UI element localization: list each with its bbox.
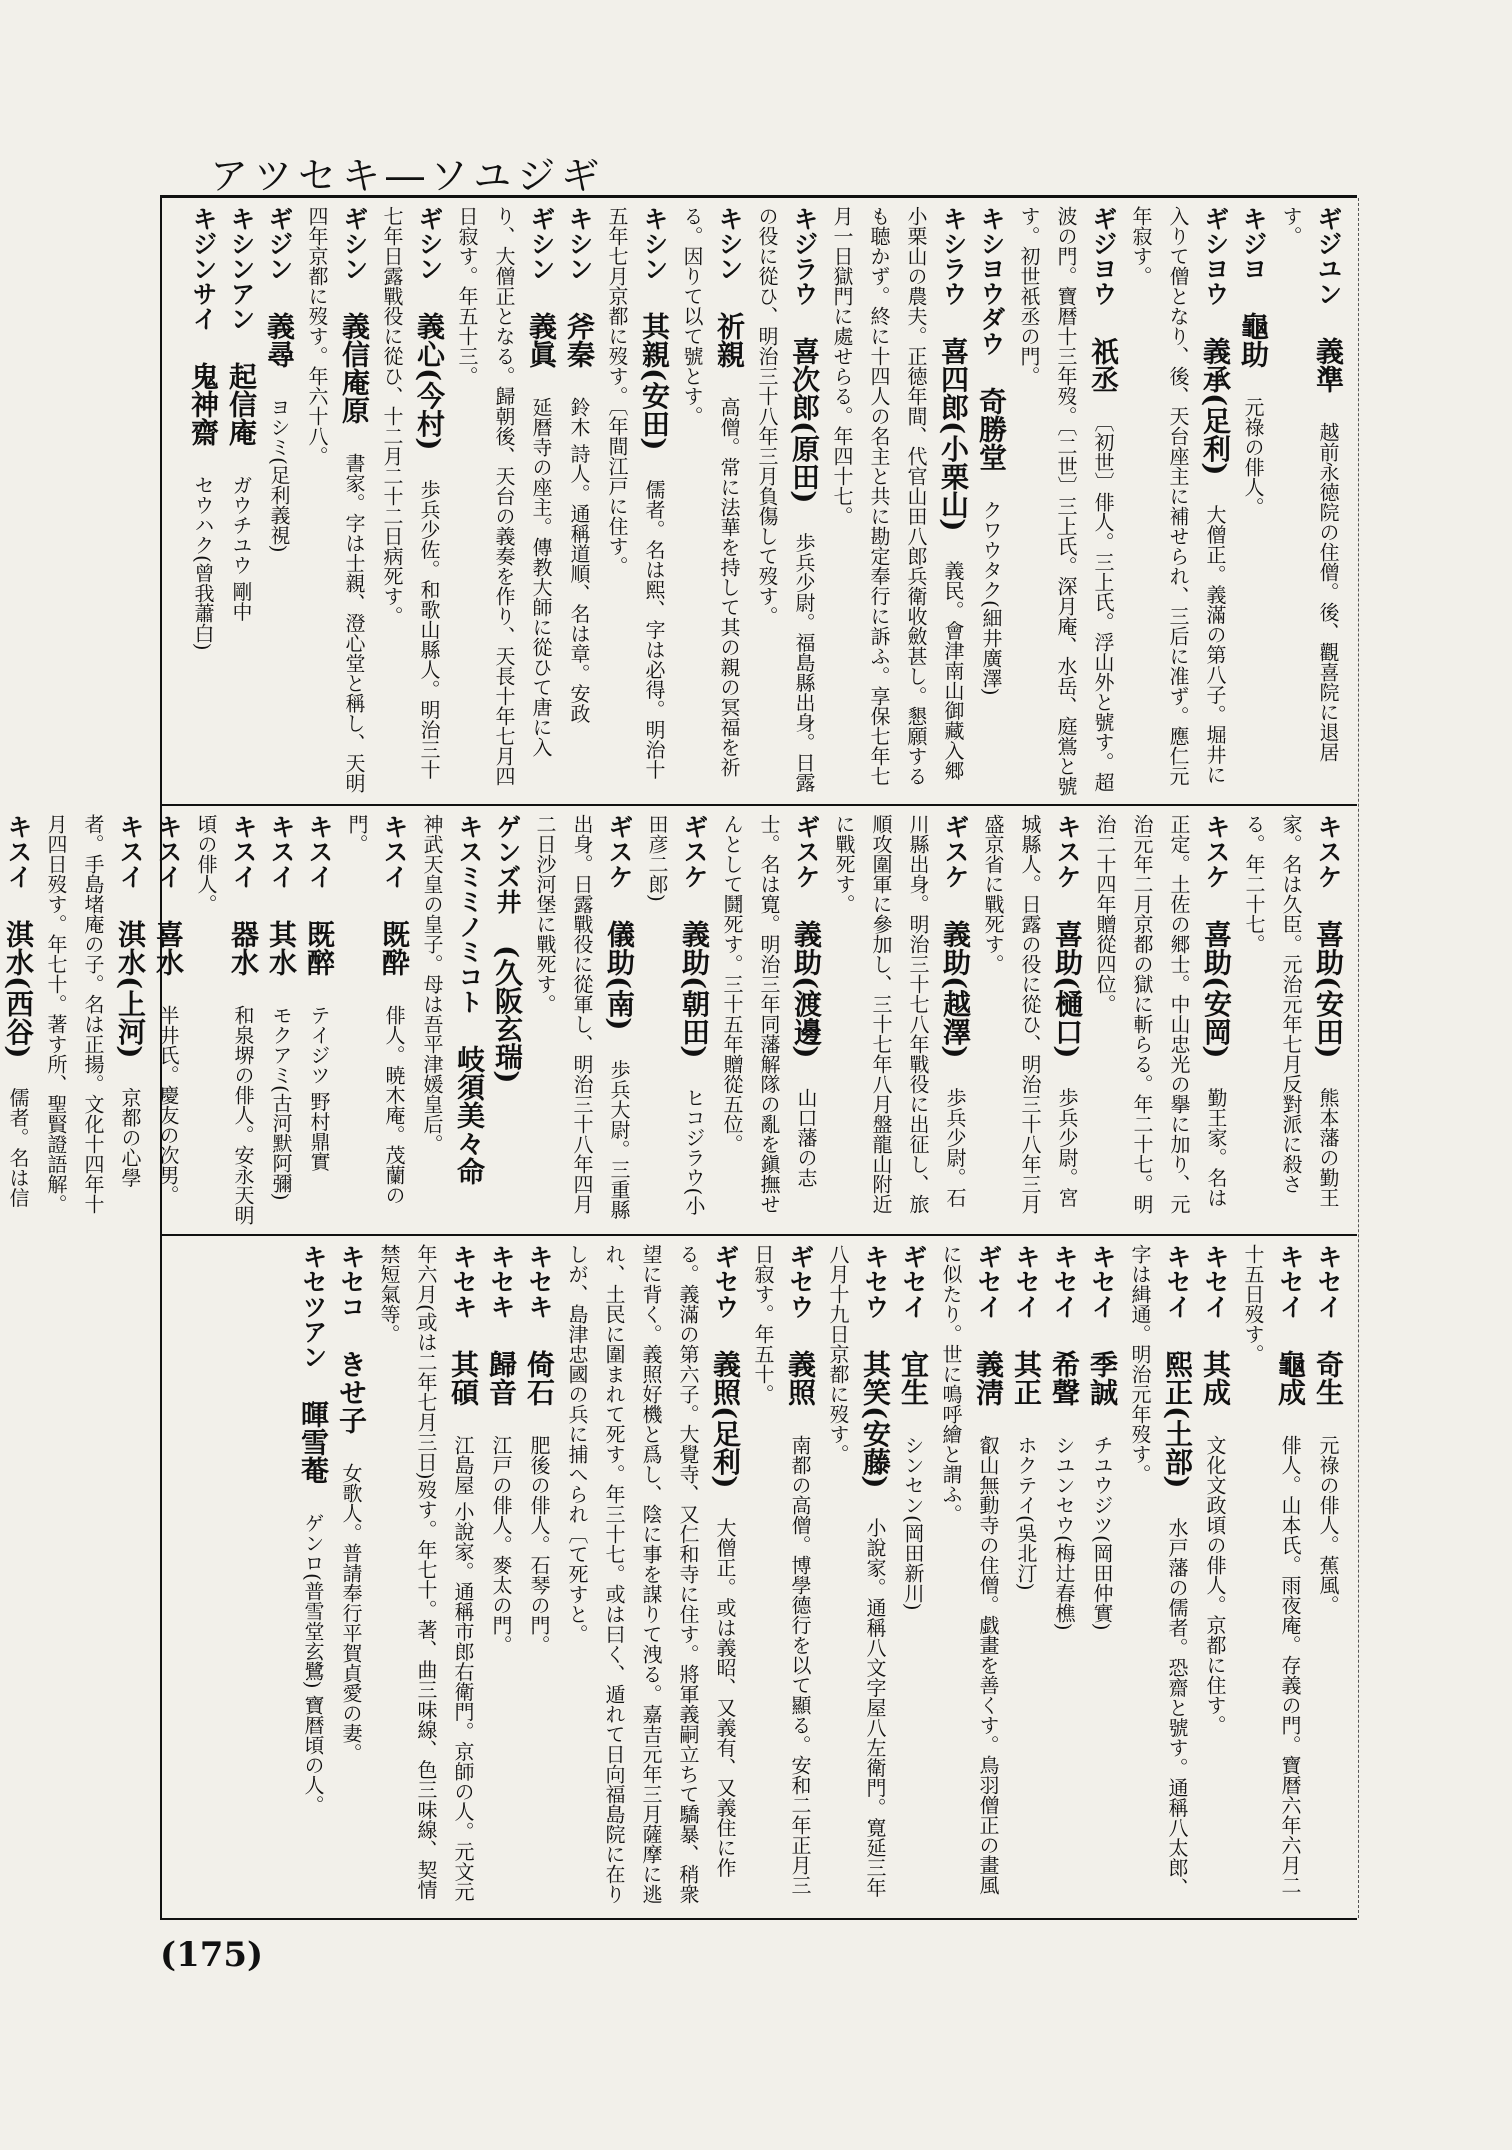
- entry-headword: 祇丞: [1087, 337, 1120, 393]
- entry-headword: 義信庵原: [338, 312, 371, 424]
- entry-reading: キセキ: [449, 1244, 478, 1319]
- entry-description: 女歌人。普請奉行平賀貞愛の妻。: [339, 1463, 363, 1763]
- entry-reading: キシン: [715, 206, 744, 281]
- entry-reading: キセキ: [487, 1244, 516, 1319]
- dictionary-entry: [825, 814, 974, 1226]
- dictionary-entry: [370, 1244, 482, 1908]
- dictionary-entry: [184, 206, 222, 796]
- dictionary-entry: [448, 206, 560, 796]
- entry-headword: 淇水(上河): [114, 920, 147, 1059]
- entry-headword: 義心(今村): [413, 312, 446, 451]
- dictionary-entry: [1234, 1244, 1309, 1908]
- entry-description: 勤王家。名は正定。土佐の郷士。中山忠光の擧に加り、元治元年二月京都の獄に斬らる。年二十七。明治二十四年贈從四位。: [1093, 814, 1228, 1214]
- entry-description: 江戸の俳人。麥太の門。: [489, 1435, 513, 1655]
- dictionary-entry: [298, 206, 373, 796]
- entry-reading: キスミミノミコト: [455, 814, 484, 1014]
- dictionary-entry: [823, 206, 972, 796]
- dictionary-entry: [1235, 814, 1347, 1226]
- entry-reading: ギスケ: [941, 814, 970, 889]
- entry-reading: キスケ: [1314, 814, 1343, 889]
- entry-reading: キシヨウダウ: [977, 206, 1006, 356]
- entry-reading: ギスケ: [680, 814, 709, 889]
- entry-headword: 奇生: [1312, 1350, 1345, 1406]
- band-1: [162, 198, 1357, 804]
- entry-reading: キジンサイ: [189, 206, 218, 331]
- entry-reading: ギセイ: [974, 1244, 1003, 1319]
- entry-headword: 起信庵: [225, 362, 258, 446]
- running-header: アツセキ―ソユジギ: [210, 154, 606, 198]
- entry-description: 京都の心學者。手島堵庵の子。名は正揚。文化十四年十月四日歿す。年七十。著す所、聖賢證語解。: [44, 814, 142, 1214]
- entry-description: 大僧正。或は義昭、又義有、又義住に作る。義滿の第六子。大覺寺、又仁和寺に住す。將軍義嗣立ちて驕暴、稍衆望に背く。義照好機と爲し、陰に事を謀りて洩る。嘉吉元年三月薩摩に逃れ、土民に圍まれて死す。年三十七。或は曰く、遁れて日向福島院に在りしが、島津忠國の兵に捕へられ〔て死すと。: [565, 1244, 737, 1904]
- entry-description: 大僧正。義滿の第八子。堀井に入りて僧となり、後、天台座主に補せられ、三后に准ず。應仁元年寂す。: [1129, 206, 1227, 786]
- entry-description: 儒者。名は信: [6, 1087, 30, 1208]
- dictionary-entry: [300, 814, 338, 1226]
- entry-description: 小說家。通稱八文字屋八左衛門。寛延三年八月十九日京都に歿す。: [826, 1244, 887, 1898]
- dictionary-entry: [560, 206, 598, 796]
- entry-reading: ギシン: [527, 206, 556, 281]
- entry-reading: キセイ: [1050, 1244, 1079, 1319]
- dictionary-entry: [558, 1244, 744, 1908]
- entry-description: 歩兵少尉。石川縣出身。明治三十七八年戰役に出征し、旅順攻圍軍に參加し、三十七年八月盤龍山附近に戰死す。: [832, 814, 967, 1214]
- entry-reading: ギシン: [415, 206, 444, 281]
- entry-headword: 喜助(安田): [1312, 920, 1345, 1059]
- dictionary-entry: [819, 1244, 894, 1908]
- entry-headword: 斧秦: [563, 312, 596, 368]
- entry-headword: 暉雪菴: [297, 1400, 330, 1484]
- entry-description: 鈴木 詩人。通稱道順、名は章。安政: [567, 397, 591, 724]
- entry-reading: キセイ: [1201, 1244, 1230, 1319]
- dictionary-entry: [598, 206, 673, 796]
- entry-reading: ギジユン: [1314, 206, 1343, 306]
- entry-headword: 其碩: [447, 1350, 480, 1406]
- band-2-columns: [2, 814, 1347, 1226]
- entry-reading: キスイ: [116, 814, 145, 889]
- dictionary-entry: [1121, 1244, 1196, 1908]
- dictionary-entry: [526, 814, 638, 1226]
- entry-headword: 義準: [1312, 337, 1345, 393]
- entry-description: 山口藩の志士。名は寛。明治三年同藩解隊の亂を鎭撫せんとして鬪死す。三十五年贈從五位。: [720, 814, 818, 1214]
- dictionary-entry: [413, 814, 488, 1226]
- entry-reading: キスイ: [229, 814, 258, 889]
- entry-description: シユンセウ(梅辻春樵): [1052, 1435, 1076, 1631]
- entry-headword: 鬼神齋: [187, 362, 220, 446]
- entry-reading: キセイ: [1088, 1244, 1117, 1319]
- entry-reading: ギシン: [340, 206, 369, 281]
- entry-headword: 喜次郎(原田): [788, 337, 821, 504]
- entry-description: 熊本藩の勤王家。名は久臣。元治元年七月反對派に殺さる。年二十七。: [1242, 814, 1340, 1208]
- entry-description: 延暦寺の座主。傳教大師に從ひて唐に入り、大僧正となる。歸朝後、天台の義奏を作り、天長十年七月四日寂す。年五十三。: [455, 206, 553, 786]
- dictionary-entry: [748, 206, 823, 796]
- entry-description: 越前永徳院の住僧。後、觀喜院に退居す。: [1279, 206, 1340, 762]
- dictionary-entry: [488, 814, 526, 1226]
- entry-description: テイジツ 野村鼎實: [307, 1005, 331, 1172]
- entry-description: ガウチユウ 剛中: [229, 475, 253, 622]
- entry-headword: 義助(越澤): [939, 920, 972, 1059]
- entry-reading: ギシヨウ: [1201, 206, 1230, 306]
- dictionary-entry: [974, 814, 1086, 1226]
- entry-headword: 喜四郎(小栗山): [937, 337, 970, 532]
- entry-headword: 義照(足利): [709, 1350, 742, 1489]
- entry-headword: 義照: [784, 1350, 817, 1406]
- page-frame: [2, 195, 1357, 1920]
- entry-description: チユウジツ(岡田仲實): [1090, 1435, 1114, 1631]
- band-3-columns: [172, 1244, 1347, 1908]
- entry-description: 文化文政頃の俳人。京都に住す。: [1203, 1435, 1227, 1735]
- entry-reading: キスケ: [1053, 814, 1082, 889]
- entry-reading: キセイ: [1314, 1244, 1343, 1319]
- band-3: [162, 1236, 1357, 1916]
- entry-headword: 希聲: [1048, 1350, 1081, 1406]
- entry-headword: 義淸: [972, 1350, 1005, 1406]
- entry-headword: 淇水(西谷): [2, 920, 35, 1059]
- entry-description: 俳人。暁木庵。茂蘭の門。: [345, 814, 406, 1205]
- entry-headword: 義助(渡邊): [790, 920, 823, 1059]
- entry-headword: 義承(足利): [1199, 337, 1232, 476]
- entry-reading: キセイ: [1163, 1244, 1192, 1319]
- entry-headword: 奇勝堂: [975, 387, 1008, 471]
- entry-reading: キスイ: [267, 814, 296, 889]
- entry-headword: 龜成: [1274, 1350, 1307, 1406]
- entry-headword: 宜生: [897, 1350, 930, 1406]
- entry-reading: キセキ: [525, 1244, 554, 1319]
- dictionary-entry: [482, 1244, 520, 1908]
- entry-reading: キセツアン: [299, 1244, 328, 1369]
- entry-reading: キスイ: [154, 814, 183, 889]
- band-1-columns: [172, 206, 1347, 796]
- dictionary-entry: [262, 814, 300, 1226]
- dictionary-entry: [1010, 206, 1122, 796]
- entry-description: 和泉堺の俳人。安永天明頃の俳人。: [194, 814, 255, 1225]
- entry-reading: キスイ: [380, 814, 409, 889]
- dictionary-entry: [187, 814, 262, 1226]
- entry-description: 元祿の俳人。: [1241, 397, 1265, 517]
- entry-description: 歩兵少尉。宮城縣人。日露の役に從ひ、明治三十八年三月盛京省に戰死す。: [981, 814, 1079, 1214]
- dictionary-entry: [972, 206, 1010, 796]
- dictionary-entry: [1007, 1244, 1045, 1908]
- entry-reading: キスイ: [4, 814, 33, 889]
- entry-headword: 義助(朝田): [678, 920, 711, 1059]
- entry-description: 半井氏。慶友の次男。: [156, 1005, 180, 1205]
- dictionary-entry: [0, 814, 37, 1226]
- dictionary-entry: [332, 1244, 370, 1908]
- entry-headword: 其水: [265, 920, 298, 976]
- entry-description: 〔初世〕俳人。三上氏。浮山外と號す。超波の門。寶暦十三年歿。〔二世〕三上氏。深月庵、水岳、庭鴬と號す。初世祇丞の門。: [1017, 206, 1115, 796]
- entry-description: 儒者。名は熙、字は必得。明治十五年七月京都に歿す。〔年間江戸に住す。: [605, 206, 666, 780]
- entry-headword: 歸音: [485, 1350, 518, 1406]
- entry-reading: キシン: [640, 206, 669, 281]
- dictionary-entry: [260, 206, 298, 796]
- dictionary-entry: [1045, 1244, 1083, 1908]
- entry-reading: ギスケ: [605, 814, 634, 889]
- dictionary-entry: [1086, 814, 1235, 1226]
- dictionary-entry: [1234, 206, 1272, 796]
- dictionary-entry: [1272, 206, 1347, 796]
- entry-description: 歩兵大尉。三重縣出身。日露戰役に從軍し、明治三十八年四月二日沙河堡に戰死す。: [533, 814, 631, 1220]
- dictionary-entry: [638, 814, 713, 1226]
- dictionary-entry: [149, 814, 187, 1226]
- entry-reading: キセイ: [1012, 1244, 1041, 1319]
- entry-description: 神武天皇の皇子。母は吾平津媛皇后。: [420, 814, 444, 1154]
- entry-headword: (久阪玄瑞): [491, 945, 524, 1084]
- dictionary-entry: [1083, 1244, 1121, 1908]
- entry-description: 南都の高僧。博學德行を以て顯る。安和二年正月三日寂す。年五十。: [751, 1244, 812, 1895]
- dictionary-entry: [1196, 1244, 1234, 1908]
- entry-reading: ギジヨウ: [1089, 206, 1118, 306]
- entry-description: 俳人。山本氏。雨夜庵。存義の門。寶暦六年六月二十五日歿す。: [1241, 1244, 1302, 1895]
- entry-reading: キジラウ: [790, 206, 819, 306]
- dictionary-entry: [338, 814, 413, 1226]
- entry-headword: 喜水: [152, 920, 185, 976]
- entry-headword: 義尋: [263, 312, 296, 368]
- entry-reading: ギセウ: [711, 1244, 740, 1319]
- entry-headword: 既酔: [378, 920, 411, 976]
- entry-headword: 儀助(南): [603, 920, 636, 1031]
- dictionary-entry: [222, 206, 260, 796]
- entry-headword: 其正: [1010, 1350, 1043, 1406]
- entry-description: 書家。字は士親、澄心堂と稱し、天明四年京都に歿す。年六十八。: [305, 206, 366, 793]
- entry-description: 肥後の俳人。石琴の門。: [527, 1435, 551, 1655]
- entry-description: 元祿の俳人。蕉風。: [1316, 1435, 1340, 1615]
- band-2: [2, 806, 1357, 1234]
- dictionary-entry: [673, 206, 748, 796]
- entry-description: シンセン(岡田新川): [901, 1435, 925, 1611]
- binding-edge: [1358, 198, 1359, 1918]
- entry-headword: 其親(安田): [638, 312, 671, 451]
- entry-headword: 既醉: [303, 920, 336, 976]
- entry-description: セウハク(曾我蕭白): [191, 475, 215, 651]
- dictionary-entry: [713, 814, 825, 1226]
- entry-headword: 季誠: [1086, 1350, 1119, 1406]
- dictionary-entry: [294, 1244, 332, 1908]
- entry-reading: ギジン: [265, 206, 294, 281]
- entry-description: ヨシミ(足利義視): [267, 397, 291, 553]
- entry-headword: 祈親: [713, 312, 746, 368]
- dictionary-entry: [37, 814, 149, 1226]
- dictionary-entry: [744, 1244, 819, 1908]
- entry-reading: キセウ: [861, 1244, 890, 1319]
- entry-description: 水戸藩の儒者。恐齋と號す。通稱八太郎、字は緝通。明治元年歿す。: [1128, 1244, 1189, 1898]
- entry-description: モクアミ(古河默阿彌): [269, 1005, 293, 1201]
- entry-headword: 喜助(安岡): [1200, 920, 1233, 1059]
- entry-reading: ギセイ: [899, 1244, 928, 1319]
- entry-description: 義民。會津南山御藏入郷小栗山の農夫。正徳年間、代官山田八郎兵衛收斂甚し。懇願するも聴かず。終に十四人の名主と共に勘定奉行に訴ふ。享保七年七月一日獄門に處せらる。年四十七。: [830, 206, 965, 786]
- entry-reading: キスケ: [1202, 814, 1231, 889]
- entry-headword: きせ子: [335, 1350, 368, 1434]
- entry-headword: 喜助(樋口): [1051, 920, 1084, 1059]
- entry-reading: キセイ: [1276, 1244, 1305, 1319]
- entry-reading: キシン: [565, 206, 594, 281]
- entry-headword: 倚石: [523, 1350, 556, 1406]
- entry-headword: 岐須美々命: [453, 1045, 486, 1185]
- entry-headword: 熙正(土部): [1161, 1350, 1194, 1489]
- page-number: (175): [160, 1935, 264, 1975]
- entry-headword: 龜助: [1237, 312, 1270, 368]
- entry-reading: キジヨ: [1239, 206, 1268, 281]
- entry-reading: ギスケ: [792, 814, 821, 889]
- dictionary-entry: [520, 1244, 558, 1908]
- entry-description: ヒコジラウ(小田彦二郎): [645, 814, 706, 1216]
- entry-reading: キスイ: [305, 814, 334, 889]
- entry-reading: ギセウ: [786, 1244, 815, 1319]
- entry-description: 江島屋 小說家。通稱市郎右衛門。京師の人。元文元年六月(或は二年七月三日)歿す。年七十。著、曲三味線、色三味線、契情禁短氣等。: [377, 1244, 475, 1902]
- entry-description: 歩兵少佐。和歌山縣人。明治三十七年日露戰役に從ひ、十二月二十二日病死す。: [380, 206, 441, 780]
- dictionary-entry: [932, 1244, 1007, 1908]
- entry-description: クワウタク(細井廣澤): [979, 500, 1003, 696]
- entry-reading: キセコ: [337, 1244, 366, 1319]
- entry-headword: 其成: [1199, 1350, 1232, 1406]
- entry-headword: 義眞: [525, 312, 558, 368]
- entry-description: ゲンロ(普雪堂玄鷺) 寶暦頃の人。: [301, 1513, 325, 1815]
- dictionary-entry: [894, 1244, 932, 1908]
- entry-description: 叡山無動寺の住僧。戯畫を善くす。鳥羽僧正の畫風に似たり。世に鳴呼繪と謂ふ。: [939, 1244, 1000, 1895]
- dictionary-entry: [373, 206, 448, 796]
- entry-reading: ゲンズ井: [493, 814, 522, 914]
- dictionary-entry: [1309, 1244, 1347, 1908]
- dictionary-entry: [1122, 206, 1234, 796]
- entry-reading: キシンアン: [227, 206, 256, 331]
- entry-headword: 其笑(安藤): [859, 1350, 892, 1489]
- entry-description: 歩兵少尉。福島縣出身。日露の役に從ひ、明治三十八年三月負傷して歿す。: [755, 206, 816, 793]
- entry-description: ホクテイ(吳北汀): [1014, 1435, 1038, 1591]
- entry-reading: キシラウ: [939, 206, 968, 306]
- entry-headword: 器水: [227, 920, 260, 976]
- entry-description: 高僧。常に法華を持して其の親の冥福を祈る。因りて以て號とす。: [680, 206, 741, 777]
